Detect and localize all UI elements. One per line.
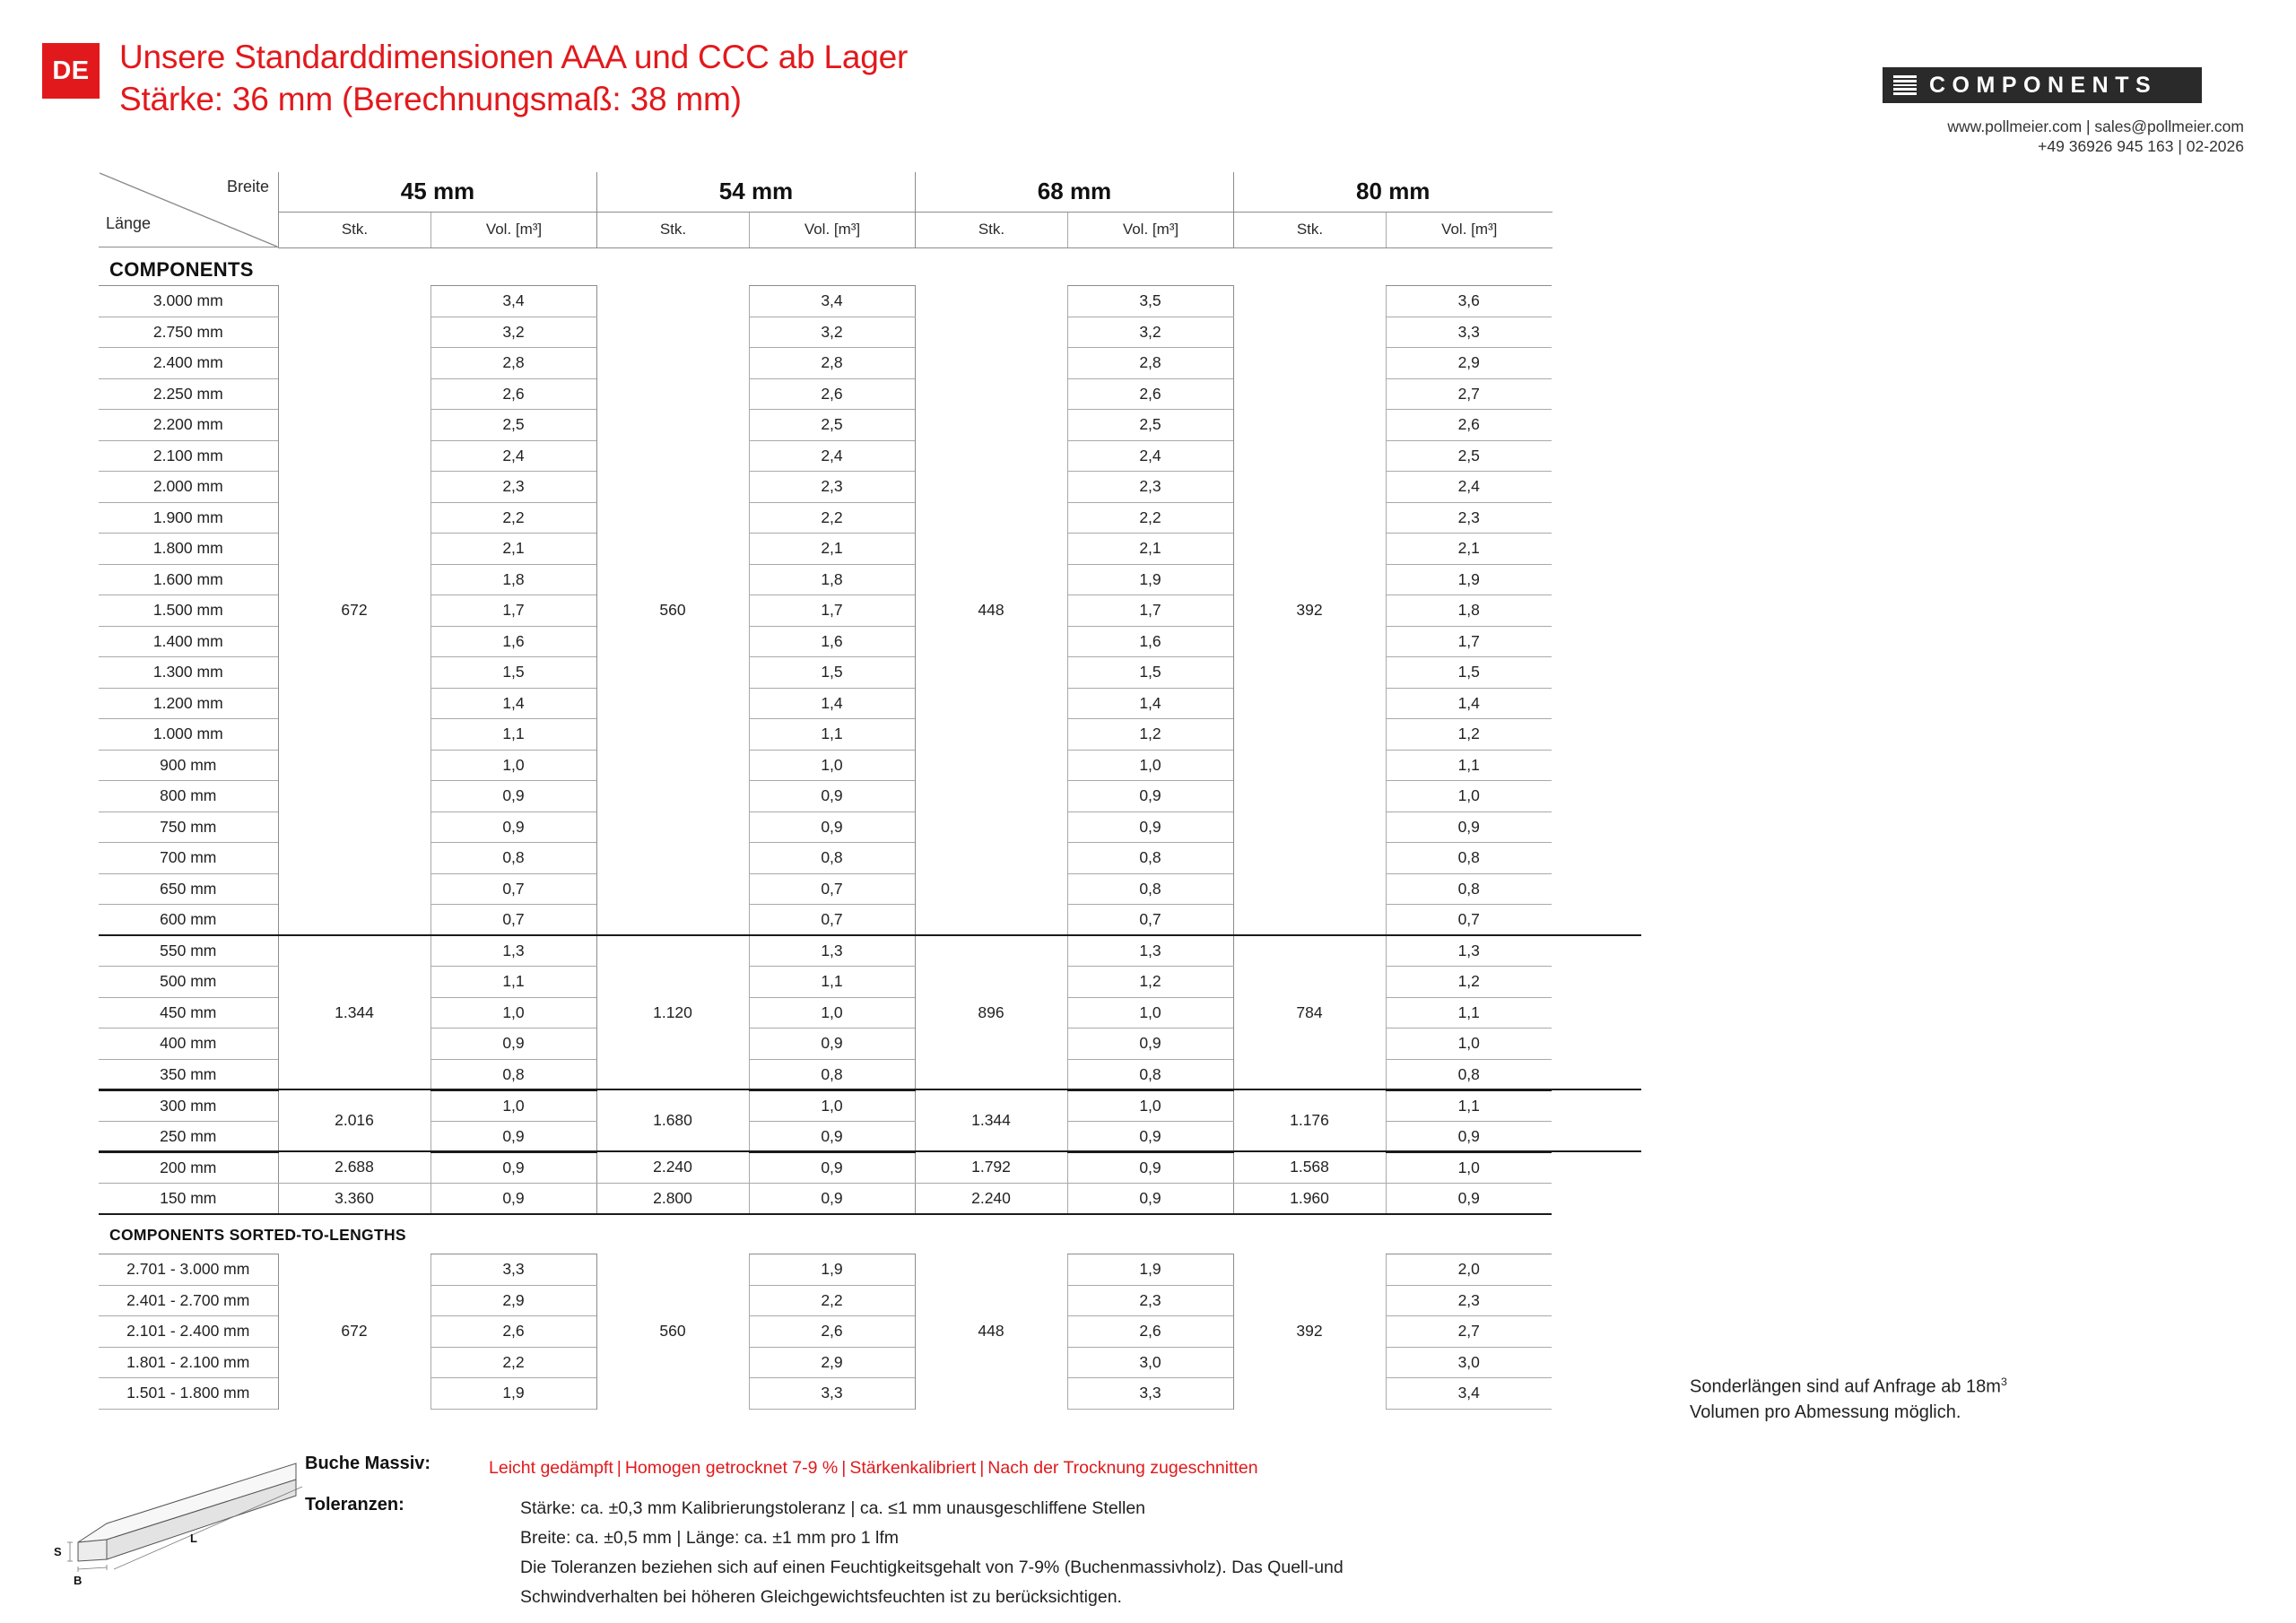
cell-volume: 0,8	[1067, 1059, 1233, 1090]
row-length-label: 1.800 mm	[99, 534, 278, 565]
table-row	[99, 286, 1552, 317]
width-header-80: 80 mm	[1234, 172, 1552, 212]
cell-volume: 2,2	[749, 502, 915, 534]
cell-stk: 2.688	[278, 1152, 430, 1184]
material-label: Buche Massiv:	[305, 1454, 431, 1473]
table-row	[99, 935, 1552, 967]
cell-volume: 2,6	[1067, 378, 1233, 410]
row-length-label: 1.501 - 1.800 mm	[99, 1378, 278, 1410]
cell-stk: 2.800	[596, 1183, 749, 1214]
cell-volume: 0,9	[749, 812, 915, 843]
cell-volume: 2,4	[1386, 472, 1552, 503]
cell-volume: 0,8	[749, 1059, 915, 1090]
cell-volume: 3,6	[1386, 286, 1552, 317]
row-length-label: 250 mm	[99, 1121, 278, 1152]
row-length-label: 800 mm	[99, 781, 278, 812]
cell-volume: 0,7	[1386, 905, 1552, 936]
group-separator-rule	[99, 934, 1641, 936]
row-length-label: 2.400 mm	[99, 348, 278, 379]
cell-volume: 2,3	[1386, 502, 1552, 534]
cell-volume: 0,8	[430, 843, 596, 874]
row-length-label: 650 mm	[99, 873, 278, 905]
cell-volume: 3,3	[749, 1378, 915, 1410]
contact-info	[1947, 117, 2244, 156]
page-header	[0, 0, 2296, 166]
table-row	[99, 1152, 1552, 1184]
page-title	[119, 36, 908, 120]
row-length-label: 1.500 mm	[99, 595, 278, 627]
page-title-line-1: Unsere Standarddimensionen AAA und CCC ab Lager	[119, 39, 909, 75]
cell-volume: 3,2	[430, 317, 596, 348]
cell-volume: 1,1	[430, 719, 596, 751]
row-length-label: 2.750 mm	[99, 317, 278, 348]
cell-volume: 0,9	[1067, 812, 1233, 843]
cell-volume: 0,8	[1386, 843, 1552, 874]
cell-volume: 0,7	[430, 905, 596, 936]
cell-volume: 2,6	[1067, 1316, 1233, 1348]
cell-volume: 1,2	[1386, 719, 1552, 751]
cell-volume: 0,7	[749, 905, 915, 936]
cell-volume: 0,8	[749, 843, 915, 874]
cell-volume: 2,6	[1386, 410, 1552, 441]
cell-volume: 1,5	[1386, 657, 1552, 689]
cell-volume: 1,9	[1067, 1254, 1233, 1286]
cell-volume: 1,6	[749, 626, 915, 657]
row-length-label: 1.801 - 2.100 mm	[99, 1347, 278, 1378]
subheader-vol-68: Vol. [m³]	[1068, 212, 1234, 247]
beam-label-s: S	[54, 1545, 62, 1558]
row-length-label: 2.101 - 2.400 mm	[99, 1316, 278, 1348]
cell-volume: 2,6	[430, 1316, 596, 1348]
table-header	[99, 172, 1552, 248]
cell-volume: 0,9	[430, 812, 596, 843]
cell-volume: 2,0	[1386, 1254, 1552, 1286]
material-prop-3: Stärkenkalibriert	[849, 1458, 977, 1478]
cell-volume: 2,7	[1386, 1316, 1552, 1348]
cell-stk: 672	[278, 1254, 430, 1410]
beam-shape-icon	[78, 1463, 296, 1561]
cell-volume: 1,6	[1067, 626, 1233, 657]
cell-volume: 1,0	[749, 997, 915, 1028]
cell-volume: 2,5	[430, 410, 596, 441]
contact-phone-date: +49 36926 945 163 | 02-2026	[2038, 137, 2244, 155]
cell-volume: 0,7	[749, 873, 915, 905]
cell-volume: 1,1	[430, 967, 596, 998]
cell-volume: 1,1	[1386, 997, 1552, 1028]
cell-volume: 0,7	[430, 873, 596, 905]
cell-volume: 2,4	[430, 440, 596, 472]
width-header-68: 68 mm	[916, 172, 1234, 212]
cell-volume: 3,5	[1067, 286, 1233, 317]
cell-volume: 1,6	[430, 626, 596, 657]
cell-volume: 1,8	[430, 564, 596, 595]
cell-volume: 0,9	[1067, 781, 1233, 812]
cell-volume: 2,1	[749, 534, 915, 565]
cell-volume: 1,3	[1067, 935, 1233, 967]
section-components-table	[99, 285, 1552, 1215]
cell-volume: 2,5	[749, 410, 915, 441]
cell-volume: 1,7	[430, 595, 596, 627]
cell-volume: 2,7	[1386, 378, 1552, 410]
cell-volume: 2,6	[749, 378, 915, 410]
cell-volume: 1,5	[430, 657, 596, 689]
cell-stk: 1.344	[278, 935, 430, 1090]
cell-volume: 1,0	[1067, 997, 1233, 1028]
cell-volume: 0,8	[430, 1059, 596, 1090]
cell-volume: 1,0	[430, 750, 596, 781]
cell-volume: 1,0	[1386, 1152, 1552, 1184]
cell-volume: 2,9	[430, 1285, 596, 1316]
section-title-sorted-to-lengths: COMPONENTS SORTED-TO-LENGTHS	[109, 1226, 406, 1244]
tolerance-line-1: Stärke: ca. ±0,3 mm Kalibrierungstoleranz | ca. ≤1 mm unausgeschliffene Stellen	[520, 1498, 1146, 1518]
row-length-label: 300 mm	[99, 1090, 278, 1122]
cell-volume: 1,9	[1386, 564, 1552, 595]
cell-volume: 2,2	[430, 1347, 596, 1378]
cell-stk: 1.680	[596, 1090, 749, 1152]
special-lengths-note	[1690, 1369, 2007, 1425]
cell-volume: 0,9	[1386, 1121, 1552, 1152]
cell-volume: 2,2	[430, 502, 596, 534]
cell-volume: 2,8	[1067, 348, 1233, 379]
row-length-label: 600 mm	[99, 905, 278, 936]
cell-volume: 0,9	[430, 781, 596, 812]
row-length-label: 2.250 mm	[99, 378, 278, 410]
cell-volume: 3,4	[749, 286, 915, 317]
cell-volume: 1,4	[1067, 688, 1233, 719]
beam-label-b: B	[74, 1574, 83, 1587]
cell-volume: 0,8	[1386, 873, 1552, 905]
cubic-meter-exponent: 3	[2000, 1376, 2007, 1388]
cell-volume: 1,9	[430, 1378, 596, 1410]
cell-volume: 1,4	[430, 688, 596, 719]
section-title-components: COMPONENTS	[109, 258, 254, 281]
cell-volume: 2,6	[430, 378, 596, 410]
cell-volume: 1,0	[749, 1090, 915, 1122]
material-prop-2: Homogen getrocknet 7-9 %	[624, 1458, 839, 1478]
cell-volume: 3,3	[430, 1254, 596, 1286]
row-length-label: 550 mm	[99, 935, 278, 967]
subheader-vol-80: Vol. [m³]	[1387, 212, 1552, 247]
cell-stk: 448	[915, 1254, 1067, 1410]
cell-volume: 0,9	[1386, 812, 1552, 843]
cell-volume: 0,9	[749, 1121, 915, 1152]
row-length-label: 2.401 - 2.700 mm	[99, 1285, 278, 1316]
cell-volume: 3,2	[749, 317, 915, 348]
subheader-stk-45: Stk.	[279, 212, 431, 247]
cell-stk: 560	[596, 286, 749, 936]
cell-volume: 2,3	[430, 472, 596, 503]
row-length-label: 1.000 mm	[99, 719, 278, 751]
cell-volume: 1,3	[1386, 935, 1552, 967]
subheader-stk-68: Stk.	[916, 212, 1068, 247]
cell-volume: 1,9	[749, 1254, 915, 1286]
cell-volume: 1,9	[1067, 564, 1233, 595]
tolerance-line-2: Breite: ca. ±0,5 mm | Länge: ca. ±1 mm pro 1 lfm	[520, 1528, 900, 1548]
cell-volume: 3,4	[1386, 1378, 1552, 1410]
cell-volume: 3,0	[1067, 1347, 1233, 1378]
row-length-label: 3.000 mm	[99, 286, 278, 317]
cell-volume: 1,0	[749, 750, 915, 781]
cell-volume: 0,8	[1067, 873, 1233, 905]
cell-stk: 896	[915, 935, 1067, 1090]
cell-volume: 1,5	[749, 657, 915, 689]
row-length-label: 400 mm	[99, 1028, 278, 1060]
cell-volume: 0,9	[749, 1183, 915, 1214]
special-lengths-note-line-2: Volumen pro Abmessung möglich.	[1690, 1402, 1961, 1422]
row-length-label: 900 mm	[99, 750, 278, 781]
cell-volume: 3,4	[430, 286, 596, 317]
cell-volume: 1,8	[1386, 595, 1552, 627]
tolerance-label: Toleranzen:	[305, 1495, 404, 1515]
cell-volume: 2,2	[1067, 502, 1233, 534]
row-length-label: 2.701 - 3.000 mm	[99, 1254, 278, 1286]
row-length-label: 1.300 mm	[99, 657, 278, 689]
contact-web-email: www.pollmeier.com | sales@pollmeier.com	[1947, 117, 2244, 135]
cell-volume: 1,7	[749, 595, 915, 627]
components-logo	[1883, 67, 2202, 103]
cell-volume: 2,4	[749, 440, 915, 472]
cell-volume: 0,8	[1067, 843, 1233, 874]
material-prop-1: Leicht gedämpft	[489, 1458, 613, 1478]
row-length-label: 2.000 mm	[99, 472, 278, 503]
cell-volume: 2,5	[1386, 440, 1552, 472]
cell-volume: 0,9	[1067, 1028, 1233, 1060]
cell-stk: 1.568	[1233, 1152, 1386, 1184]
cell-volume: 0,9	[749, 1152, 915, 1184]
group-separator-rule	[99, 1150, 1641, 1152]
tolerance-line-4: Schwindverhalten bei höheren Gleichgewichtsfeuchten ist zu berücksichtigen.	[520, 1587, 1122, 1607]
cell-volume: 1,7	[1386, 626, 1552, 657]
cell-volume: 1,2	[1067, 967, 1233, 998]
cell-stk: 392	[1233, 286, 1386, 936]
hamburger-bars-icon	[1893, 75, 1917, 95]
cell-volume: 0,8	[1386, 1059, 1552, 1090]
cell-volume: 1,4	[1386, 688, 1552, 719]
cell-volume: 1,0	[1386, 781, 1552, 812]
table-row	[99, 1090, 1552, 1122]
cell-stk: 1.960	[1233, 1183, 1386, 1214]
cell-stk: 448	[915, 286, 1067, 936]
subheader-stk-54: Stk.	[597, 212, 750, 247]
subheader-vol-45: Vol. [m³]	[431, 212, 597, 247]
cell-volume: 1,0	[1067, 750, 1233, 781]
logo-wordmark: COMPONENTS	[1929, 72, 2158, 98]
row-length-label: 200 mm	[99, 1152, 278, 1184]
row-length-label: 1.200 mm	[99, 688, 278, 719]
cell-stk: 1.176	[1233, 1090, 1386, 1152]
cell-volume: 1,1	[749, 719, 915, 751]
table-row	[99, 1183, 1552, 1214]
material-prop-4: Nach der Trocknung zugeschnitten	[987, 1458, 1258, 1478]
cell-volume: 2,9	[1386, 348, 1552, 379]
cell-volume: 2,9	[749, 1347, 915, 1378]
cell-volume: 3,0	[1386, 1347, 1552, 1378]
row-length-label: 1.900 mm	[99, 502, 278, 534]
cell-volume: 2,2	[749, 1285, 915, 1316]
cell-volume: 1,1	[1386, 1090, 1552, 1122]
width-header-45: 45 mm	[279, 172, 597, 212]
cell-volume: 0,9	[430, 1152, 596, 1184]
material-properties: Leicht gedämpft | Homogen getrocknet 7-9 % | Stärkenkalibriert | Nach der Trocknung zugeschnitten	[489, 1458, 1258, 1478]
cell-volume: 1,0	[1067, 1090, 1233, 1122]
cell-stk: 1.344	[915, 1090, 1067, 1152]
cell-volume: 0,9	[749, 781, 915, 812]
special-lengths-note-line-1: Sonderlängen sind auf Anfrage ab $18m^3$	[1690, 1376, 2007, 1397]
cell-volume: 2,5	[1067, 410, 1233, 441]
subheader-stk-80: Stk.	[1234, 212, 1387, 247]
cell-volume: 2,8	[430, 348, 596, 379]
cell-stk: 392	[1233, 1254, 1386, 1410]
cell-volume: 1,0	[1386, 1028, 1552, 1060]
group-separator-rule	[99, 1089, 1641, 1090]
cell-volume: 3,3	[1386, 317, 1552, 348]
row-length-label: 150 mm	[99, 1183, 278, 1214]
row-length-label: 700 mm	[99, 843, 278, 874]
cell-volume: 1,2	[1386, 967, 1552, 998]
cell-volume: 1,1	[749, 967, 915, 998]
cell-stk: 3.360	[278, 1183, 430, 1214]
cell-volume: 0,9	[430, 1028, 596, 1060]
beam-dimension-diagram	[47, 1460, 307, 1590]
language-badge: DE	[42, 43, 100, 99]
cell-volume: 3,2	[1067, 317, 1233, 348]
cell-volume: 0,9	[430, 1121, 596, 1152]
row-length-label: 1.600 mm	[99, 564, 278, 595]
cell-stk: 672	[278, 286, 430, 936]
row-length-label: 450 mm	[99, 997, 278, 1028]
cell-volume: 0,9	[1067, 1183, 1233, 1214]
cell-stk: 560	[596, 1254, 749, 1410]
tolerance-line-3: Die Toleranzen beziehen sich auf einen Feuchtigkeitsgehalt von 7-9% (Buchenmassivholz). Das Quell-und	[520, 1558, 1344, 1577]
cell-volume: 1,7	[1067, 595, 1233, 627]
row-length-label: 750 mm	[99, 812, 278, 843]
header-corner-cell	[99, 172, 278, 247]
beam-label-l: L	[190, 1532, 197, 1545]
row-length-label: 500 mm	[99, 967, 278, 998]
table-row	[99, 1254, 1552, 1286]
row-length-label: 1.400 mm	[99, 626, 278, 657]
cell-volume: 2,3	[1067, 472, 1233, 503]
cell-volume: 1,3	[430, 935, 596, 967]
cell-volume: 1,0	[430, 997, 596, 1028]
width-header-54: 54 mm	[597, 172, 916, 212]
cell-stk: 2.240	[915, 1183, 1067, 1214]
cell-volume: 1,5	[1067, 657, 1233, 689]
cell-volume: 0,9	[1067, 1152, 1233, 1184]
row-length-label: 2.100 mm	[99, 440, 278, 472]
cell-volume: 1,3	[749, 935, 915, 967]
cell-volume: 0,7	[1067, 905, 1233, 936]
cell-volume: 0,9	[749, 1028, 915, 1060]
cell-stk: 1.792	[915, 1152, 1067, 1184]
cell-volume: 2,3	[1386, 1285, 1552, 1316]
page-title-line-2: Stärke: 36 mm (Berechnungsmaß: 38 mm)	[119, 81, 742, 117]
cell-volume: 1,4	[749, 688, 915, 719]
header-label-breite: Breite	[226, 178, 269, 195]
cell-stk: 2.016	[278, 1090, 430, 1152]
cell-volume: 3,3	[1067, 1378, 1233, 1410]
row-length-label: 350 mm	[99, 1059, 278, 1090]
cell-stk: 784	[1233, 935, 1386, 1090]
cell-stk: 1.120	[596, 935, 749, 1090]
cell-volume: 2,1	[430, 534, 596, 565]
cell-volume: 1,1	[1386, 750, 1552, 781]
cell-volume: 2,1	[1067, 534, 1233, 565]
cell-volume: 2,3	[749, 472, 915, 503]
cell-volume: 0,9	[1386, 1183, 1552, 1214]
cell-volume: 1,2	[1067, 719, 1233, 751]
subheader-vol-54: Vol. [m³]	[750, 212, 916, 247]
cell-volume: 2,8	[749, 348, 915, 379]
cell-volume: 2,4	[1067, 440, 1233, 472]
row-length-label: 2.200 mm	[99, 410, 278, 441]
cell-volume: 2,1	[1386, 534, 1552, 565]
section-sorted-to-lengths-table	[99, 1254, 1552, 1410]
cell-volume: 2,3	[1067, 1285, 1233, 1316]
cell-volume: 0,9	[1067, 1121, 1233, 1152]
header-label-laenge: Länge	[106, 214, 152, 232]
cell-volume: 1,8	[749, 564, 915, 595]
cell-volume: 0,9	[430, 1183, 596, 1214]
cell-volume: 1,0	[430, 1090, 596, 1122]
cell-stk: 2.240	[596, 1152, 749, 1184]
cell-volume: 2,6	[749, 1316, 915, 1348]
